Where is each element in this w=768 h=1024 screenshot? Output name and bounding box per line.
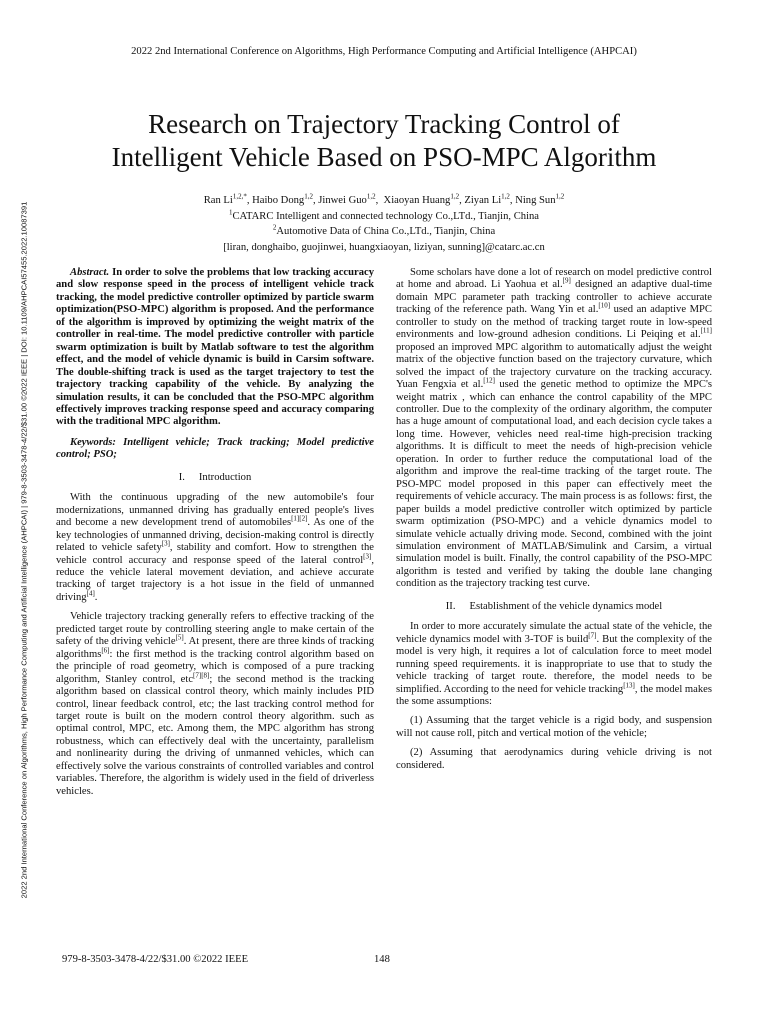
- citation: [10]: [598, 301, 611, 310]
- text-run: . As one of the key technologies of unmanned driving, decision-making control is directly related to vehicle safety: [56, 517, 374, 554]
- affiliation-1: [60, 209, 708, 225]
- left-column: [56, 267, 374, 805]
- affiliation-superscript: 2: [272, 223, 277, 232]
- text-run: With the continuous upgrading of the new automobile's four modernizations, unmanned driving has gradually entered people's lives and become a new development trend of automobiles: [56, 492, 374, 529]
- conference-header: 2022 2nd International Conference on Algorithms, High Performance Computing and Artificial Intelligence (AHPCAI): [131, 46, 637, 57]
- section-title: Introduction: [198, 471, 252, 483]
- section-number: I.: [178, 471, 185, 483]
- section-number: II.: [445, 600, 456, 612]
- author-name: Haibo Dong: [252, 195, 305, 206]
- author-superscript: 1,2: [450, 192, 460, 201]
- citation: [1][2]: [291, 514, 308, 523]
- title-line-2: Intelligent Vehicle Based on PSO-MPC Algorithm: [111, 142, 657, 172]
- text-run: designed an adaptive dual-time domain MPC parameter path tracking controller to achieve accurate tracking of the reference path. Wang Yin et al.: [396, 279, 712, 316]
- title-line-1: Research on Trajectory Tracking Control of: [148, 109, 620, 139]
- paragraph: [56, 611, 374, 798]
- text-run: , stability and comfort. How to strengthen the vehicle control accuracy and response speed of the lateral control: [56, 542, 374, 566]
- text-run: . But the complexity of the model is very high, it requires a lot of calculation force to meet model running speed requirements. it is inappropriate to use that to study the vehicle tracking of target route. therefore, the model needs to be simplified. According to the need for vehicle tracking: [396, 633, 712, 695]
- affiliation-text: CATARC Intelligent and connected technology Co.,LTd., Tianjin, China: [232, 210, 540, 222]
- author-emails: [liran, donghaibo, guojinwei, huangxiaoyan, liziyan, sunning]@catarc.ac.cn: [223, 241, 545, 253]
- citation: [12]: [483, 376, 495, 385]
- author-name: Ran Li: [203, 195, 233, 206]
- citation: [5]: [175, 633, 184, 642]
- keywords: [56, 437, 374, 462]
- author-block: [60, 193, 708, 255]
- author-name: Ning Sun: [515, 195, 556, 206]
- text-run: , reduce the vehicle lateral movement deviation, and achieve accurate tracking of target trajectory is a hot issue in the field of unmanned driving: [56, 554, 374, 603]
- text-run: , the model makes the some assumptions:: [396, 683, 712, 707]
- sidebar-text: 2022 2nd International Conference on Algorithms, High Performance Computing and Artificial Intelligence (AHPCAI) | 979-8-3503-3478-4/22/$31.00 ©2022 IEEE | DOI: 10.1109/AHPCAI57455.2022.10087391: [19, 201, 29, 899]
- page-number: 148: [374, 954, 390, 965]
- author-name: Jinwei Guo: [318, 195, 367, 206]
- section-title: Establishment of the vehicle dynamics model: [469, 600, 663, 612]
- author-list: Ran $Li^{1,2,*}$, Haibo Dong$^{1,2}$, Jinwei Guo$^{1,2}$, Xiaoyan Huang$^{1,2}$, Ziyan Li$^{1,2}$, Ning Sun$^{1,2}$: [203, 192, 565, 206]
- citation: [4]: [86, 589, 95, 598]
- text-run: ; the second method is the tracking algorithm based on classical control theory, which mainly includes PID control, linear feedback control, etc; the last tracking control method for target route is built on the modern control theory algorithm. such as optimal control, MPC, etc. Among them, the MPC algorithm has strong robustness, which can effectively deal with the uncertainty, parallelism and nonlinearity during the driving of unmanned vehicles, which can effectively solve the various constraints of controlled variables and control variables. Therefore, the algorithm is widely used in the field of driverless vehicles.: [56, 673, 374, 797]
- author-superscript: 1,2: [501, 192, 510, 201]
- author-superscript: 1,2: [555, 192, 565, 201]
- citation: [6]: [101, 646, 110, 655]
- author-superscript: 1,2: [304, 192, 313, 201]
- right-column: [396, 267, 712, 779]
- text-run: : the first method is the tracking control algorithm based on the principle of road geometry, which is composed of a pure tracking algorithm, Stanley control, etc: [56, 648, 374, 685]
- text-run: . At present, there are three kinds of tracking algorithms: [56, 636, 375, 660]
- citation: [11]: [700, 326, 712, 335]
- abstract-label: Abstract.: [70, 267, 110, 278]
- keywords-label: Keywords:: [70, 436, 116, 448]
- doi-sidebar: [18, 130, 30, 970]
- footer-copyright: 979-8-3503-3478-4/22/$31.00 ©2022 IEEE: [62, 954, 249, 965]
- text-run: Vehicle trajectory tracking generally refers to effective tracking of the predicted target route by controlling steering angle to make certain of the safety of the driving vehicle: [56, 611, 374, 648]
- text-run: used the genetic method to optimize the MPC's weight matrix , which can enhance the control capability of the MPC controller. Due to the complexity of the ordinary algorithm, the computer has a huge amount of computational load, and each decision cycle takes a long time. However, vehicles need real-time high-precision tracking algorithms. It is difficult to meet the needs of high-precision vehicle operation. In order to further reduce the computational load of the algorithm and improve the real-time tracking of the target route. The PSO-MPC model proposed in this paper can effectively meet the requirements of vehicle accuracy. The main process is as follows: first, the paper builds a model predictive controller witch optimized by particle swarm optimization (PSO-MPC) and a vehicle dynamics model to simulate vehicle actually driving mode. Second, combined with the joint simulation environment of MATLAB/Simulink and Carsim, a virtual simulation model is built. Finally, the control capability of the PSO-MPC algorithm is tested and verified by taking the double lane changing condition as the trajectory tracking test curve.: [396, 379, 712, 590]
- citation: [13]: [623, 680, 635, 689]
- citation: [3]: [161, 539, 170, 548]
- citation: [7][8]: [193, 671, 210, 680]
- keywords-text: Intelligent vehicle; Track tracking; Model predictive control; PSO;: [56, 436, 374, 461]
- text-run: In order to more accurately simulate the actual state of the vehicle, the vehicle dynamics model with 3-TOF is build: [396, 621, 712, 645]
- author-superscript: 1,2: [366, 192, 376, 201]
- author-name: Ziyan Li: [464, 195, 502, 206]
- paragraph: [396, 267, 712, 591]
- author-name: Xiaoyan Huang: [383, 195, 451, 206]
- abstract-text: In order to solve the problems that low tracking accuracy and slow response speed in the process of intelligent vehicle track tracking, the model predictive controller optimized by particle swarm optimization(PSO-MPC) algorithm is proposed. And the performance of the algorithm is improved by optimizing the weight matrix of the controller in real-time. The model predictive controller with particle swarm optimization is built by Matlab software to test the algorithm effect, and the model of vehicle dynamic is build in Carsim software. The double-shifting track is used as the target trajectory to test the trajectory tracking capability of the vehicle. By analyzing the simulation results, it can be concluded that the PSO-MPC algorithm effectively improves tracking response speed and accuracy comparing with the traditional MPC algorithm.: [56, 267, 374, 428]
- abstract: [56, 267, 374, 429]
- affiliation-text: Automotive Data of China Co.,LTd., Tianjin, China: [276, 226, 496, 237]
- citation: [7]: [588, 631, 597, 640]
- section-heading: [396, 601, 712, 613]
- assumption-2: (2) Assuming that aerodynamics during vehicle driving is not considered.: [396, 747, 712, 771]
- paragraph: [56, 492, 374, 604]
- text-run: used an adaptive MPC controller to study on the method of tracking target route in low-speed environments and low-ground adhesion conditions. Li Peiqing et al.: [396, 304, 712, 341]
- text-run: proposed an improved MPC algorithm to automatically adjust the weight matrix of the objective function based on the trajectory curvature, which solved the impact of the trajectory curvature on the tracking accuracy. Yuan Fengxia et al.: [396, 341, 712, 391]
- paper-title: [40, 108, 728, 174]
- citation: [9]: [562, 276, 571, 285]
- affiliation-superscript: 1: [228, 207, 233, 216]
- author-superscript: 1,2,*: [232, 192, 247, 201]
- paragraph: [396, 621, 712, 708]
- affiliation-2: [60, 224, 708, 240]
- section-heading: [56, 472, 374, 484]
- text-run: .: [94, 591, 98, 603]
- citation: [3]: [363, 551, 372, 560]
- assumption-1: (1) Assuming that the target vehicle is a rigid body, and suspension will not cause roll, pitch and vertical motion of the vehicle;: [396, 715, 712, 739]
- text-run: Some scholars have done a lot of research on model predictive control at home and abroad. Li Yaohua et al.: [396, 267, 712, 291]
